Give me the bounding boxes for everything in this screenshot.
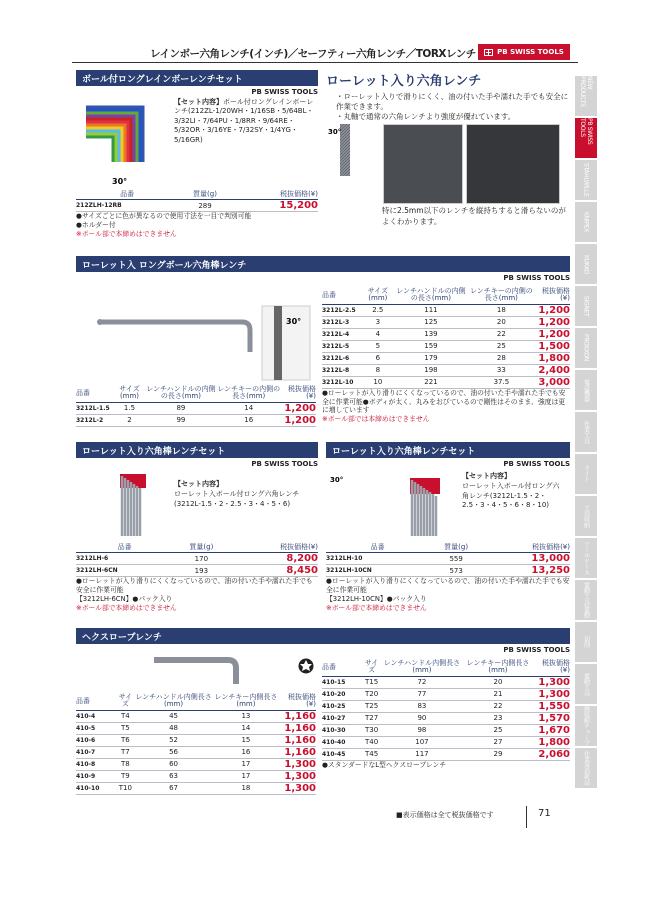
spec-value: T6 bbox=[116, 734, 135, 746]
hexalobe-table-right bbox=[322, 660, 570, 770]
product-code: 3212L-6 bbox=[322, 352, 362, 364]
spec-value: 159 bbox=[394, 340, 469, 352]
spec-value: 22 bbox=[468, 328, 534, 340]
spec-value: 17 bbox=[212, 758, 279, 770]
spec-value: T7 bbox=[116, 746, 135, 758]
product-code: 410-15 bbox=[322, 676, 362, 688]
side-tab[interactable]: 電動工具/電動 bbox=[575, 580, 597, 620]
note: ●スタンダードなL型ヘクスローブレンチ bbox=[322, 760, 447, 769]
side-tab[interactable]: PB SWISS TOOLS bbox=[575, 118, 597, 158]
price-table: 品番 サイズ(mm) レンチハンドルの内側の長さ(mm) レンチキーの内側の長さ(mm) 税抜価格(¥) 3212L-1.5 1.5 89 14 1,200 3212L-2 2 99 16 1,200 bbox=[76, 385, 316, 426]
product-code: 3212L-5 bbox=[322, 340, 362, 352]
table-row bbox=[322, 700, 570, 712]
spec-value: 60 bbox=[135, 758, 213, 770]
set-contents: ローレット入ボール付ロング六角レンチ(3212L-1.5・2・2.5・3・4・5・6) bbox=[174, 489, 300, 508]
table-row bbox=[322, 676, 570, 688]
table-row bbox=[322, 328, 570, 340]
price: 1,500 bbox=[534, 340, 570, 352]
price-table: 品番 サイズ レンチハンドル内側長さ(mm) レンチキー内側長さ(mm) 税抜価格(¥) 410-4 T4 45 13 1,160 410-5 T5 48 14 1,160 410-6 T6 52 15 1,160 410-7 T7 56 16 1,160 410-8 T8 60 17 1,300 410-9 T9 63 17 1,300 410-10 T10 67 18 1,300 bbox=[76, 693, 316, 794]
page-header-title: レインボー六角レンチ(インチ)／セーフティー六角レンチ／TORXレンチ bbox=[150, 48, 476, 60]
table-row bbox=[322, 364, 570, 376]
spec-value: 18 bbox=[468, 304, 534, 316]
spec-value: 198 bbox=[394, 364, 469, 376]
long-ball-table-left bbox=[76, 386, 316, 427]
product-code: 410-45 bbox=[322, 748, 362, 760]
spec-value: T4 bbox=[116, 710, 135, 722]
spec-value: 37.5 bbox=[468, 376, 534, 388]
header-rule bbox=[72, 62, 578, 63]
product-code: 410-20 bbox=[322, 688, 362, 700]
table-row: 3212LH-6 170 8,200 bbox=[76, 553, 318, 565]
price: 1,300 bbox=[280, 758, 316, 770]
table-row bbox=[322, 688, 570, 700]
table-row bbox=[76, 734, 316, 746]
wrench-set-on-machine-photo bbox=[466, 124, 560, 204]
price-table: 品番 サイズ(mm) レンチハンドルの内側の長さ(mm) レンチキーの内側の長さ(mm) 税抜価格(¥) 3212L-2.5 2.5 111 18 1,200 3212L-3 3 125 20 1,200 3212L-4 4 139 22 1,200 3212L-5 5 159 25 1,500 3212L-6 6 179 28 1,800 3212L-8 8 198 33 2,400 3212L-10 10 221 37.5 3,000 bbox=[322, 287, 570, 388]
table-row bbox=[76, 782, 316, 794]
col-header: 品番 bbox=[76, 191, 178, 200]
wrench-set-10-image bbox=[326, 470, 456, 542]
spec-value: 179 bbox=[394, 352, 469, 364]
set-contents: ボール付ロングレインボーレンチ(212ZL-1/20WH・1/16SB・5/64BL・3/32LI・7/64PU・1/8RR・9/64RE・5/32OR・3/16YE・7/32SY・1/4YG・5/16GR) bbox=[174, 98, 314, 144]
spec-value: 21 bbox=[463, 688, 533, 700]
long-ball-wrench-image bbox=[82, 300, 318, 386]
side-tab[interactable]: 電動工具 bbox=[575, 664, 597, 704]
spec-value: 13 bbox=[212, 710, 279, 722]
section-title: ボール付ロングレインボーレンチセット bbox=[76, 70, 318, 86]
note: ●ホルダー付 bbox=[76, 221, 116, 230]
product-code: 3212L-3 bbox=[322, 316, 362, 328]
brand-label: PB SWISS TOOLS bbox=[503, 646, 570, 654]
hexalobe-wrench-image bbox=[150, 652, 250, 686]
set-contents: ローレット入ボール付ロング六角レンチ(3212L-1.5・2・2.5・3・4・5・6・8・10) bbox=[462, 481, 560, 510]
spec-value: 221 bbox=[394, 376, 469, 388]
spec-value: 77 bbox=[381, 688, 463, 700]
price-table: 品番 質量(g) 税抜価格(¥) 3212LH-6 170 8,200 3212LH-6CN 193 8,450 bbox=[76, 543, 318, 577]
note: 【3212LH-6CN】●パック入り bbox=[76, 595, 173, 603]
spec-value: 90 bbox=[381, 712, 463, 724]
brand-label: PB SWISS TOOLS bbox=[503, 274, 570, 282]
spec-value: 14 bbox=[217, 402, 281, 414]
price-table: 品番 サイズ レンチハンドル内側長さ(mm) レンチキー内側長さ(mm) 税抜価格(¥) 410-15 T15 72 20 1,300 410-20 T20 77 21 1,300 410-25 T25 83 22 1,550 410-27 T27 90 23 1,570 410-30 T30 98 25 1,670 410-40 T40 107 27 1,800 410-45 T45 117 29 2,060 bbox=[322, 659, 570, 760]
svg-text:30°: 30° bbox=[328, 128, 342, 137]
section-knurled-long-ball bbox=[76, 256, 570, 282]
spec-value: 2.5 bbox=[362, 304, 394, 316]
set-label: 【セット内容】 bbox=[174, 480, 223, 488]
section-title: ローレット入り六角棒レンチセット bbox=[76, 442, 318, 458]
spec-value: 117 bbox=[381, 748, 463, 760]
product-code: 3212L-8 bbox=[322, 364, 362, 376]
spec-value: 27 bbox=[463, 736, 533, 748]
price: 1,160 bbox=[280, 746, 316, 758]
spec-value: 16 bbox=[212, 746, 279, 758]
brand-label: PB SWISS TOOLS bbox=[251, 88, 318, 96]
hexalobe-table-left bbox=[76, 694, 316, 795]
note: ●ローレットが入り滑りにくくなっているので、油の付いた手や濡れた手でも安全に作業可能 bbox=[76, 577, 313, 595]
spec-value: 2 bbox=[114, 414, 145, 426]
side-tab[interactable]: 切削 bbox=[575, 622, 597, 662]
table-row bbox=[76, 746, 316, 758]
spec-value: 125 bbox=[394, 316, 469, 328]
spec-value: 23 bbox=[463, 712, 533, 724]
price: 1,200 bbox=[534, 328, 570, 340]
spec-value: T27 bbox=[362, 712, 381, 724]
table-row: 3212LH-10CN 573 13,250 bbox=[326, 565, 570, 577]
angle-label: 30° bbox=[112, 177, 128, 186]
price: 1,570 bbox=[533, 712, 570, 724]
spec-value: 16 bbox=[217, 414, 281, 426]
spec-value: T45 bbox=[362, 748, 381, 760]
warning-note: ※ボール部では本締めはできません bbox=[322, 415, 430, 424]
rainbow-wrench bbox=[86, 137, 113, 162]
spec-value: 52 bbox=[135, 734, 213, 746]
note: ●ローレットが入り滑りにくくなっているので、油の付いた手や濡れた手でも安全に作業可能●ボディが太く、丸みをおびているので剛性はそのまま、強度は更に増しています bbox=[322, 388, 566, 415]
warning-note: ※ボール部で本締めはできません bbox=[76, 603, 177, 612]
section-hexalobe bbox=[76, 628, 570, 654]
set-label: 【セット内容】 bbox=[462, 472, 511, 480]
product-code: 410-40 bbox=[322, 736, 362, 748]
price: 1,670 bbox=[533, 724, 570, 736]
feature-bullet: ・ローレット入りで滑りにくく、油の付いた手や濡れた手でも安全に作業できます。 bbox=[336, 92, 569, 111]
brand-label: PB SWISS TOOLS bbox=[497, 48, 564, 56]
product-code: 3212L-4 bbox=[322, 328, 362, 340]
wrench-set-6-image bbox=[76, 470, 168, 542]
spec-value: T30 bbox=[362, 724, 381, 736]
svg-text:30°: 30° bbox=[286, 317, 302, 326]
photo-caption: 特に2.5mm以下のレンチを縦持ちすると滑らないのがよくわかります。 bbox=[382, 206, 566, 226]
product-code: 410-4 bbox=[76, 710, 116, 722]
spec-value: 56 bbox=[135, 746, 213, 758]
spec-value: 20 bbox=[468, 316, 534, 328]
page-number: 71 bbox=[538, 808, 551, 819]
table-row bbox=[322, 352, 570, 364]
product-code: 410-6 bbox=[76, 734, 116, 746]
brand-label: PB SWISS TOOLS bbox=[251, 460, 318, 468]
col-header: 質量(g) bbox=[178, 191, 231, 200]
spec-value: 10 bbox=[362, 376, 394, 388]
spec-value: 25 bbox=[468, 340, 534, 352]
spec-value: 45 bbox=[135, 710, 213, 722]
footer-note: ■表示価格は全て税抜価格です bbox=[396, 811, 494, 819]
spec-value: 20 bbox=[463, 676, 533, 688]
price: 2,060 bbox=[533, 748, 570, 760]
side-tab[interactable]: 作業工具 bbox=[575, 412, 597, 452]
product-code: 3212L-2.5 bbox=[322, 304, 362, 316]
table-row: 212ZLH-12RB 289 15,200 bbox=[76, 200, 318, 212]
set-label: 【セット内容】 bbox=[174, 98, 223, 106]
product-code: 410-10 bbox=[76, 782, 116, 794]
side-tab[interactable]: PROXXON bbox=[575, 328, 597, 368]
brand-badge bbox=[478, 44, 570, 60]
spec-value: 111 bbox=[394, 304, 469, 316]
swiss-cross-icon bbox=[484, 49, 493, 56]
note: ●サイズごとに色が異なるので使用寸法を一目で判別可能 bbox=[76, 212, 252, 221]
table-row bbox=[322, 340, 570, 352]
svg-text:30°: 30° bbox=[330, 476, 344, 484]
spec-value: T25 bbox=[362, 700, 381, 712]
price: 1,300 bbox=[533, 688, 570, 700]
table-row bbox=[322, 736, 570, 748]
table-row bbox=[76, 770, 316, 782]
spec-value: 48 bbox=[135, 722, 213, 734]
product-code: 3212L-1.5 bbox=[76, 402, 114, 414]
note: 【3212LH-10CN】●パック入り bbox=[326, 595, 427, 603]
table-row bbox=[76, 710, 316, 722]
spec-value: 29 bbox=[463, 748, 533, 760]
spec-value: 33 bbox=[468, 364, 534, 376]
spec-value: 6 bbox=[362, 352, 394, 364]
spec-value: T15 bbox=[362, 676, 381, 688]
price-table: 品番 質量(g) 税抜価格(¥) 3212LH-10 559 13,000 3212LH-10CN 573 13,250 bbox=[326, 543, 570, 577]
table-row bbox=[322, 316, 570, 328]
spec-value: 17 bbox=[212, 770, 279, 782]
side-tab[interactable]: KUKKO bbox=[575, 244, 597, 284]
section-rainbow-set bbox=[76, 70, 318, 239]
table-row bbox=[322, 712, 570, 724]
side-tab[interactable]: NEW PRODUCTS bbox=[575, 76, 597, 116]
table-row bbox=[76, 402, 316, 414]
knurled-tip-image bbox=[326, 124, 380, 182]
price: 1,300 bbox=[533, 676, 570, 688]
product-code: 410-27 bbox=[322, 712, 362, 724]
spec-value: 15 bbox=[212, 734, 279, 746]
product-code: 3212L-10 bbox=[322, 376, 362, 388]
rainbow-wrench-set-image bbox=[76, 98, 168, 188]
side-tab[interactable]: 熱収縮チューブ bbox=[575, 706, 597, 746]
warning-note: ※ボール部で本締めはできません bbox=[76, 230, 177, 238]
section-title: ローレット入り六角棒レンチセット bbox=[326, 442, 570, 458]
spec-value: 18 bbox=[212, 782, 279, 794]
side-tab[interactable]: 作業用消耗品 bbox=[575, 748, 597, 788]
spec-value: T9 bbox=[116, 770, 135, 782]
feature-title: ローレット入り六角レンチ bbox=[326, 74, 482, 89]
spec-value: T8 bbox=[116, 758, 135, 770]
side-tab[interactable]: 工具収納 bbox=[575, 496, 597, 536]
brand-label: PB SWISS TOOLS bbox=[503, 460, 570, 468]
spec-value: 89 bbox=[145, 402, 217, 414]
side-tab[interactable]: SIGNET bbox=[575, 286, 597, 326]
side-tab[interactable]: KNIPEX bbox=[575, 202, 597, 242]
spec-value: 14 bbox=[212, 722, 279, 734]
spec-value: T10 bbox=[116, 782, 135, 794]
side-tab[interactable]: ツールケース bbox=[575, 538, 597, 578]
price: 1,160 bbox=[280, 710, 316, 722]
spec-value: 8 bbox=[362, 364, 394, 376]
spec-value: T40 bbox=[362, 736, 381, 748]
section-knurled-set-10 bbox=[326, 442, 570, 613]
table-row bbox=[322, 748, 570, 760]
spec-value: 4 bbox=[362, 328, 394, 340]
table-row bbox=[322, 304, 570, 316]
price: 1,800 bbox=[533, 736, 570, 748]
spec-value: T20 bbox=[362, 688, 381, 700]
col-header: 税抜価格(¥) bbox=[232, 191, 318, 200]
product-code: 410-5 bbox=[76, 722, 116, 734]
spec-value: 1.5 bbox=[114, 402, 145, 414]
section-knurled-intro bbox=[326, 70, 570, 227]
price: 1,200 bbox=[281, 414, 316, 426]
long-ball-table-right bbox=[322, 288, 570, 424]
price-table bbox=[76, 191, 318, 212]
price: 1,160 bbox=[280, 722, 316, 734]
hand-using-wrench-photo bbox=[383, 124, 463, 204]
spec-value: 139 bbox=[394, 328, 469, 340]
spec-value: T5 bbox=[116, 722, 135, 734]
spec-value: 107 bbox=[381, 736, 463, 748]
section-title: ローレット入 ロングボール六角棒レンチ bbox=[76, 256, 570, 272]
spec-value: 67 bbox=[135, 782, 213, 794]
spec-value: 5 bbox=[362, 340, 394, 352]
spec-value: 22 bbox=[463, 700, 533, 712]
product-code: 410-30 bbox=[322, 724, 362, 736]
table-row: 3212LH-10 559 13,000 bbox=[326, 553, 570, 565]
section-knurled-set-6 bbox=[76, 442, 318, 613]
price: 1,300 bbox=[280, 782, 316, 794]
table-row bbox=[322, 376, 570, 388]
product-code: 3212L-2 bbox=[76, 414, 114, 426]
table-row bbox=[76, 758, 316, 770]
spec-value: 99 bbox=[145, 414, 217, 426]
table-row: 3212LH-6CN 193 8,450 bbox=[76, 565, 318, 577]
product-code: 410-25 bbox=[322, 700, 362, 712]
spec-value: 28 bbox=[468, 352, 534, 364]
price: 1,300 bbox=[280, 770, 316, 782]
spec-value: 72 bbox=[381, 676, 463, 688]
side-tab[interactable]: 電設機器 bbox=[575, 370, 597, 410]
spec-value: 98 bbox=[381, 724, 463, 736]
side-tab[interactable]: ライト bbox=[575, 454, 597, 494]
warning-note: ※ボール部で本締めはできません bbox=[326, 603, 427, 612]
table-row bbox=[76, 722, 316, 734]
price: 2,400 bbox=[534, 364, 570, 376]
spec-value: 3 bbox=[362, 316, 394, 328]
price: 1,200 bbox=[534, 304, 570, 316]
table-row bbox=[322, 724, 570, 736]
footer-divider bbox=[526, 806, 527, 828]
price: 3,000 bbox=[534, 376, 570, 388]
product-code: 410-9 bbox=[76, 770, 116, 782]
price: 1,160 bbox=[280, 734, 316, 746]
table-row bbox=[76, 414, 316, 426]
spec-value: 25 bbox=[463, 724, 533, 736]
price: 1,550 bbox=[533, 700, 570, 712]
torx-icon bbox=[298, 658, 314, 674]
section-title: ヘクスローブレンチ bbox=[76, 628, 570, 644]
note: ●ローレットが入り滑りにくくなっているので、油の付いた手や濡れた手でも安全に作業可能 bbox=[326, 577, 570, 595]
spec-value: 63 bbox=[135, 770, 213, 782]
price: 1,800 bbox=[534, 352, 570, 364]
product-code: 410-8 bbox=[76, 758, 116, 770]
feature-bullet: ・丸軸で通常の六角レンチより強度が優れています。 bbox=[336, 111, 516, 121]
price: 1,200 bbox=[281, 402, 316, 414]
product-code: 410-7 bbox=[76, 746, 116, 758]
spec-value: 83 bbox=[381, 700, 463, 712]
side-tab[interactable]: STAHLWILLE bbox=[575, 160, 597, 200]
side-index-tabs bbox=[575, 76, 597, 790]
price: 1,200 bbox=[534, 316, 570, 328]
